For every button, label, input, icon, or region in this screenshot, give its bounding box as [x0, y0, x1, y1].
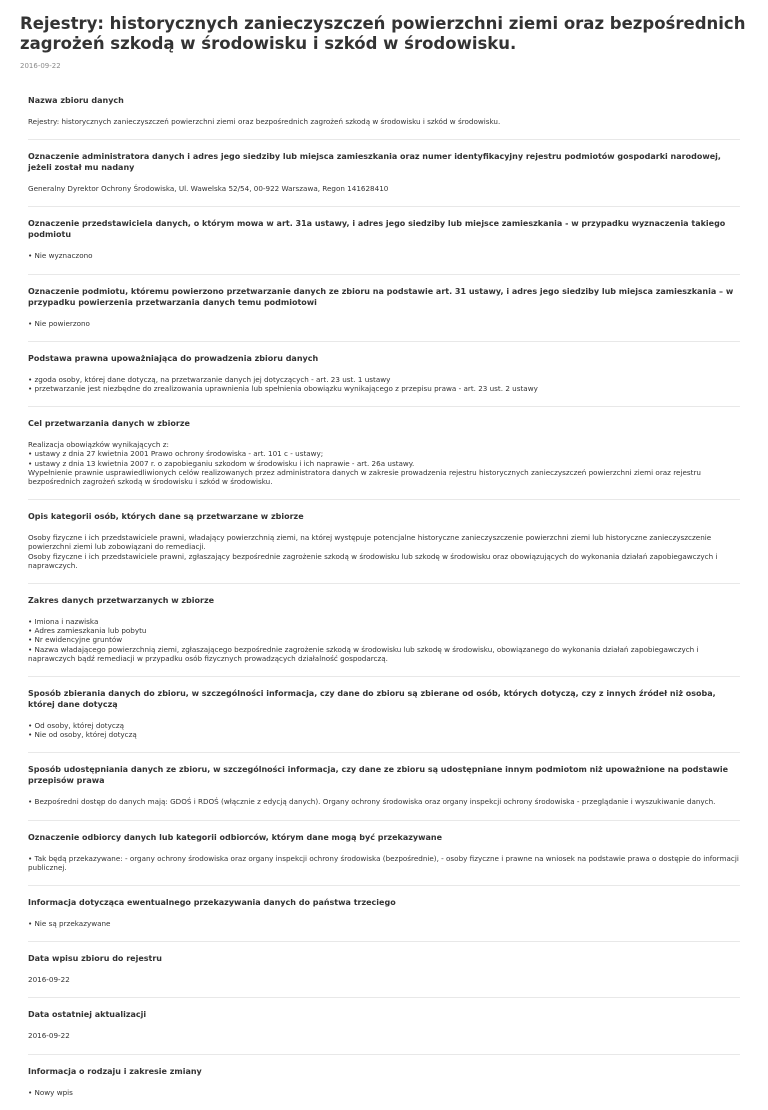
section-line: Wypełnienie prawnie usprawiedliwionych celów realizowanych przez administratora danych w zakresie prowadzenia rejestru historycznych zanieczyszczeń powierzchni ziemi oraz rejestru bezpośrednich zagrożeń szkodą w środowisku i szkód w środowisku.	[28, 467, 701, 487]
section-line: • Nie wyznaczono	[28, 251, 93, 261]
register-section	[28, 274, 740, 341]
section-body	[28, 1020, 740, 1053]
section-body	[28, 843, 740, 885]
section-title: Sposób udostępniania danych ze zbioru, w szczególności informacja, czy dane ze zbioru są udostępniane innym podmiotom niż upoważnione na podstawie przepisów prawa	[28, 752, 740, 786]
section-body	[28, 710, 740, 752]
section-body	[28, 606, 740, 676]
section-title: Oznaczenie odbiorcy danych lub kategorii odbiorców, którym dane mogą być przekazywane	[28, 820, 740, 843]
section-title: Oznaczenie przedstawiciela danych, o którym mowa w art. 31a ustawy, i adres jego siedziby lub miejsce zamieszkania - w przypadku wyznaczenia takiego podmiotu	[28, 206, 740, 240]
section-line: • Nowy wpis	[28, 1087, 73, 1097]
section-body	[28, 964, 740, 997]
section-title: Sposób zbierania danych do zbioru, w szczególności informacja, czy dane do zbioru są zbierane od osób, których dotyczą, czy z innych źródeł niż osoba, której dane dotyczą	[28, 676, 740, 710]
section-line: 2016-09-22	[28, 1031, 70, 1041]
register-section	[28, 406, 740, 499]
section-line: Osoby fizyczne i ich przedstawiciele prawni, władający powierzchnią ziemi, na której występuje potencjalne historyczne zanieczyszczenie powierzchni ziemi lub historyczne zanieczyszczenie powierzchni ziemi lub zobowiązani do remediacji.	[28, 533, 712, 552]
section-body	[28, 786, 740, 819]
section-title: Oznaczenie podmiotu, któremu powierzono przetwarzanie danych ze zbioru na podstawie art. 31 ustawy, i adres jego siedziby lub miejsca zamieszkania – w przypadku powierzenia przetwarzania danych temu podmiotowi	[28, 274, 740, 308]
register-section	[28, 206, 740, 273]
section-body	[28, 1077, 740, 1110]
section-line: • Nazwa władającego powierzchnią ziemi, zgłaszającego bezpośrednie zagrożenie szkodą w środowisku lub szkodę w środowisku, obowiązanego do wykonania działań zapobiegawczych i naprawczych bądź remediacji w przypadku osób fizycznych prowadzących działalność gospodarczą.	[28, 644, 699, 663]
page-title: Rejestry: historycznych zanieczyszczeń powierzchni ziemi oraz bezpośrednich zagrożeń szkodą w środowisku i szkód w środowisku.	[20, 14, 746, 53]
section-line: Generalny Dyrektor Ochrony Środowiska, Ul. Wawelska 52/54, 00-922 Warszawa, Regon 141628410	[28, 184, 389, 194]
section-line: • Bezpośredni dostęp do danych mają: GDOŚ i RDOŚ (włącznie z edycją danych). Organy ochrony środowiska oraz organy inspekcji ochrony środowiska - przeglądanie i wyszukiwanie danych.	[28, 797, 716, 807]
section-body	[28, 429, 740, 499]
section-title: Informacja dotycząca ewentualnego przekazywania danych do państwa trzeciego	[28, 885, 740, 908]
register-section	[28, 997, 740, 1053]
section-body	[28, 908, 740, 941]
section-line: • ustawy z dnia 13 kwietnia 2007 r. o zapobieganiu szkodom w środowisku i ich naprawie - art. 26a ustawy.	[28, 458, 415, 468]
section-body	[28, 308, 740, 341]
section-line: • przetwarzanie jest niezbędne do zrealizowania uprawnienia lub spełnienia obowiązku wynikającego z przepisu prawa - art. 23 ust. 2 ustawy	[28, 384, 538, 394]
publication-date: 2016-09-22	[20, 62, 61, 70]
register-section	[28, 139, 740, 206]
section-line: • Tak będą przekazywane: - organy ochrony środowiska oraz organy inspekcji ochrony środowiska (bezpośrednie), - osoby fizyczne i prawne na wniosek na podstawie prawa o dostępie do informacji publicznej.	[28, 853, 739, 872]
section-line: • Adres zamieszkania lub pobytu	[28, 626, 147, 636]
register-section	[28, 499, 740, 583]
register-section	[28, 941, 740, 997]
section-title: Data ostatniej aktualizacji	[28, 997, 740, 1020]
register-section	[28, 676, 740, 752]
section-line: Osoby fizyczne i ich przedstawiciele prawni, zgłaszający bezpośrednie zagrożenie szkodą w środowisku lub szkodę w środowisku oraz obowiązujących do wykonania działań zapobiegawczych i naprawczych.	[28, 551, 718, 570]
section-line: • zgoda osoby, której dane dotyczą, na przetwarzanie danych jej dotyczących - art. 23 ust. 1 ustawy	[28, 374, 391, 384]
section-line: • Nie powierzono	[28, 318, 90, 328]
register-section	[28, 885, 740, 941]
section-body	[28, 106, 740, 139]
section-line: • Nie są przekazywane	[28, 919, 111, 929]
section-title: Podstawa prawna upoważniająca do prowadzenia zbioru danych	[28, 341, 740, 364]
section-line: • ustawy z dnia 27 kwietnia 2001 Prawo ochrony środowiska - art. 101 c - ustawy;	[28, 449, 324, 459]
register-section	[28, 341, 740, 406]
section-body	[28, 522, 740, 583]
register-sections	[20, 70, 748, 1110]
section-title: Opis kategorii osób, których dane są przetwarzane w zbiorze	[28, 499, 740, 522]
register-section	[28, 583, 740, 676]
register-section	[28, 752, 740, 819]
register-section	[28, 84, 740, 139]
section-body	[28, 364, 740, 406]
register-section	[28, 820, 740, 885]
section-line: • Imiona i nazwiska	[28, 617, 99, 627]
section-line: • Od osoby, której dotyczą	[28, 721, 124, 731]
section-title: Cel przetwarzania danych w zbiorze	[28, 406, 740, 429]
section-title: Data wpisu zbioru do rejestru	[28, 941, 740, 964]
register-section	[28, 1054, 740, 1110]
section-line: • Nie od osoby, której dotyczą	[28, 730, 137, 740]
section-line: Rejestry: historycznych zanieczyszczeń powierzchni ziemi oraz bezpośrednich zagrożeń szkodą w środowisku i szkód w środowisku.	[28, 117, 501, 126]
section-body	[28, 173, 740, 206]
section-line: 2016-09-22	[28, 975, 70, 985]
section-title: Nazwa zbioru danych	[28, 96, 124, 105]
section-title: Oznaczenie administratora danych i adres jego siedziby lub miejsca zamieszkania oraz numer identyfikacyjny rejestru podmiotów gospodarki narodowej, jeżeli został mu nadany	[28, 139, 740, 173]
section-line: Realizacja obowiązków wynikających z:	[28, 440, 169, 450]
section-line: • Nr ewidencyjne gruntów	[28, 635, 123, 645]
section-title: Informacja o rodzaju i zakresie zmiany	[28, 1054, 740, 1077]
section-body	[28, 240, 740, 273]
section-title: Zakres danych przetwarzanych w zbiorze	[28, 583, 740, 606]
